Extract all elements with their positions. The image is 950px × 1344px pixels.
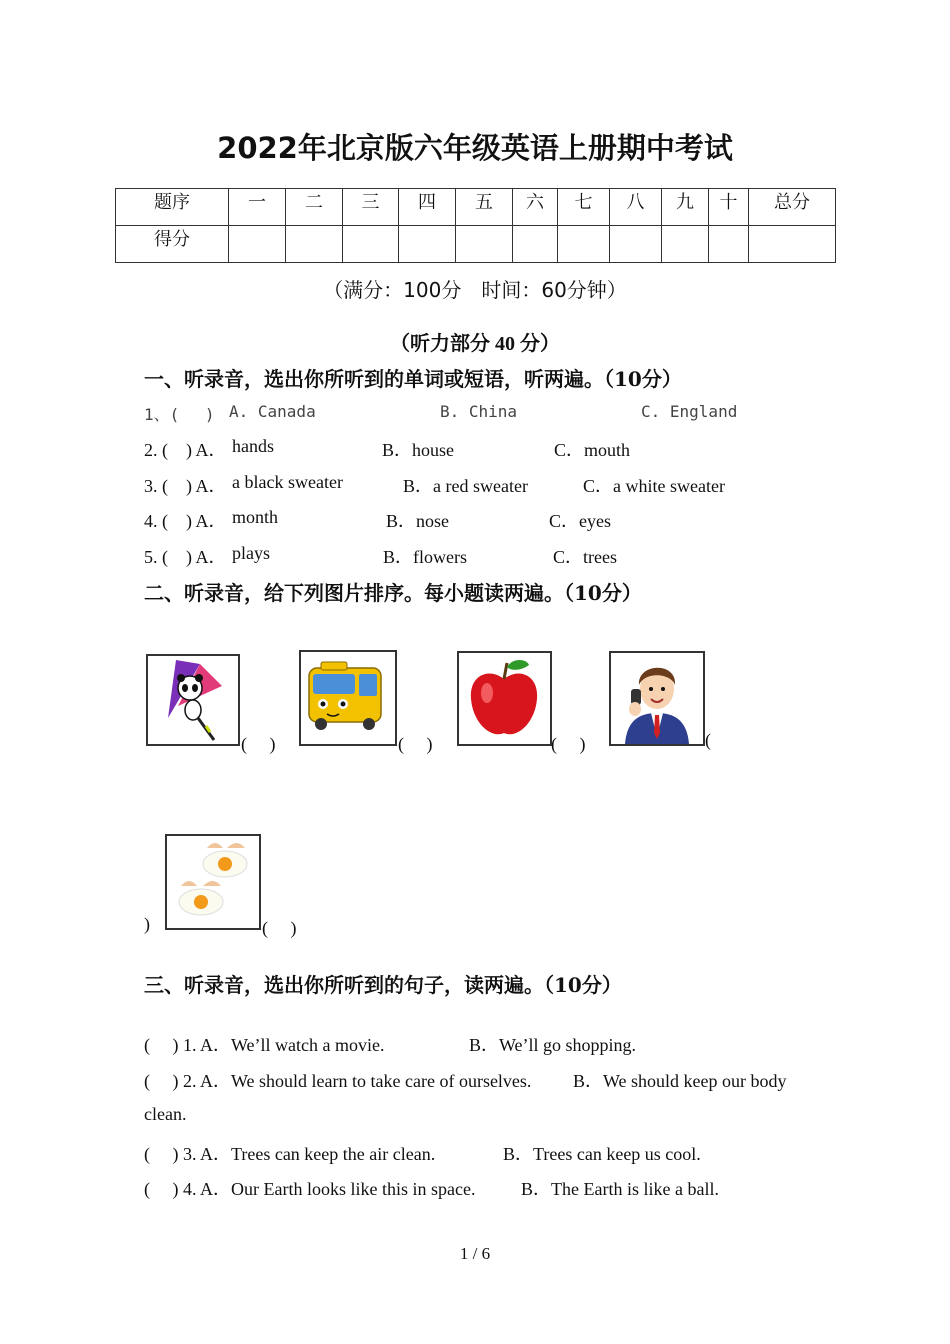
s1-q1-option-b: B. China [440, 402, 518, 421]
s1-q3-option-a: a black sweater [232, 472, 343, 492]
s1-q4-option-c: C．eyes [549, 511, 611, 531]
s1-q5-option-a: plays [232, 543, 270, 563]
s1-q4-number: 4. ( ) A． [144, 511, 227, 531]
score-header-cell: 十 [709, 189, 749, 226]
s1-q2-option-b: B．house [382, 440, 454, 460]
score-row-label: 得分 [116, 226, 229, 263]
apple-icon [459, 653, 550, 744]
score-cell[interactable] [610, 226, 662, 263]
s2-answer-5[interactable]: ( ) [262, 918, 297, 938]
score-cell[interactable] [343, 226, 399, 263]
score-table-score-row [116, 226, 836, 263]
score-header-cell: 五 [456, 189, 513, 226]
s1-q1-option-c: C. England [641, 402, 738, 421]
red-apple-image [457, 651, 552, 746]
score-table-header-row [116, 189, 836, 226]
score-header-cell: 二 [286, 189, 343, 226]
bus-icon [301, 652, 395, 744]
score-cell[interactable] [662, 226, 709, 263]
s2-answer-2[interactable]: ( ) [398, 734, 433, 754]
score-header-cell: 一 [229, 189, 286, 226]
man-icon [611, 653, 703, 744]
exam-subtitle: （满分：100分 时间：60分钟） [323, 278, 627, 302]
fried-eggs-image [165, 834, 261, 930]
score-cell[interactable] [456, 226, 513, 263]
s1-q4-option-b: B．nose [386, 511, 449, 531]
kite-panda-image [146, 654, 240, 746]
s1-q4-option-a: month [232, 507, 279, 527]
score-cell[interactable] [286, 226, 343, 263]
section2-heading: 二、听录音，给下列图片排序。每小题读两遍。（10分） [144, 581, 642, 605]
s1-q1-option-a: A. Canada [229, 402, 316, 421]
s1-q3-option-c: C．a white sweater [583, 476, 725, 496]
s2-answer-1[interactable]: ( ) [241, 734, 276, 754]
section3-heading: 三、听录音，选出你所听到的句子，读两遍。（10分） [144, 973, 622, 997]
score-header-cell: 九 [662, 189, 709, 226]
s1-q2-number: 2. ( ) A． [144, 440, 227, 460]
s1-q5-option-b: B．flowers [383, 547, 467, 567]
score-cell[interactable] [558, 226, 610, 263]
s2-answer-3[interactable]: ( ) [551, 734, 586, 754]
score-cell[interactable] [749, 226, 836, 263]
s2-answer-4-close[interactable]: ) [144, 914, 150, 934]
s3-q3-option-a: ( ) 3. A．Trees can keep the air clean. [144, 1144, 436, 1164]
s1-q1-number: 1、( ) [144, 405, 215, 424]
s1-q3-number: 3. ( ) A． [144, 476, 227, 496]
score-table [115, 188, 836, 263]
score-cell[interactable] [399, 226, 456, 263]
score-header-cell: 六 [513, 189, 558, 226]
page-number: 1 / 6 [459, 1244, 491, 1263]
s1-q5-number: 5. ( ) A． [144, 547, 227, 567]
s3-q2-continuation: clean. [144, 1104, 187, 1124]
score-header-cell: 七 [558, 189, 610, 226]
man-on-phone-image [609, 651, 705, 746]
score-cell[interactable] [709, 226, 749, 263]
score-header-cell: 四 [399, 189, 456, 226]
s3-q3-option-b: B．Trees can keep us cool. [503, 1144, 701, 1164]
s3-q2-option-a: ( ) 2. A．We should learn to take care of ourselves. [144, 1071, 532, 1091]
score-cell[interactable] [513, 226, 558, 263]
page-title: 2022年北京版六年级英语上册期中考试 [217, 131, 733, 165]
score-header-cell: 总分 [749, 189, 836, 226]
s3-q2-option-b: B．We should keep our body [573, 1071, 787, 1091]
eggs-icon [167, 836, 259, 928]
s3-q4-option-b: B．The Earth is like a ball. [521, 1179, 719, 1199]
s3-q4-option-a: ( ) 4. A．Our Earth looks like this in space. [144, 1179, 476, 1199]
s3-q1-option-b: B．We’ll go shopping. [469, 1035, 637, 1055]
part-label: （听力部分 40 分） [390, 333, 560, 355]
score-header-cell: 题序 [116, 189, 229, 226]
score-header-cell: 八 [610, 189, 662, 226]
s1-q5-option-c: C．trees [553, 547, 617, 567]
kite-icon [148, 656, 238, 744]
s2-answer-4-open[interactable]: ( [705, 730, 711, 750]
score-header-cell: 三 [343, 189, 399, 226]
score-cell[interactable] [229, 226, 286, 263]
s1-q2-option-a: hands [232, 436, 274, 456]
s3-q1-option-a: ( ) 1. A．We’ll watch a movie. [144, 1035, 385, 1055]
school-bus-image [299, 650, 397, 746]
s1-q2-option-c: C．mouth [554, 440, 631, 460]
s1-q3-option-b: B．a red sweater [403, 476, 528, 496]
section1-heading: 一、听录音，选出你所听到的单词或短语，听两遍。（10分） [144, 367, 682, 391]
